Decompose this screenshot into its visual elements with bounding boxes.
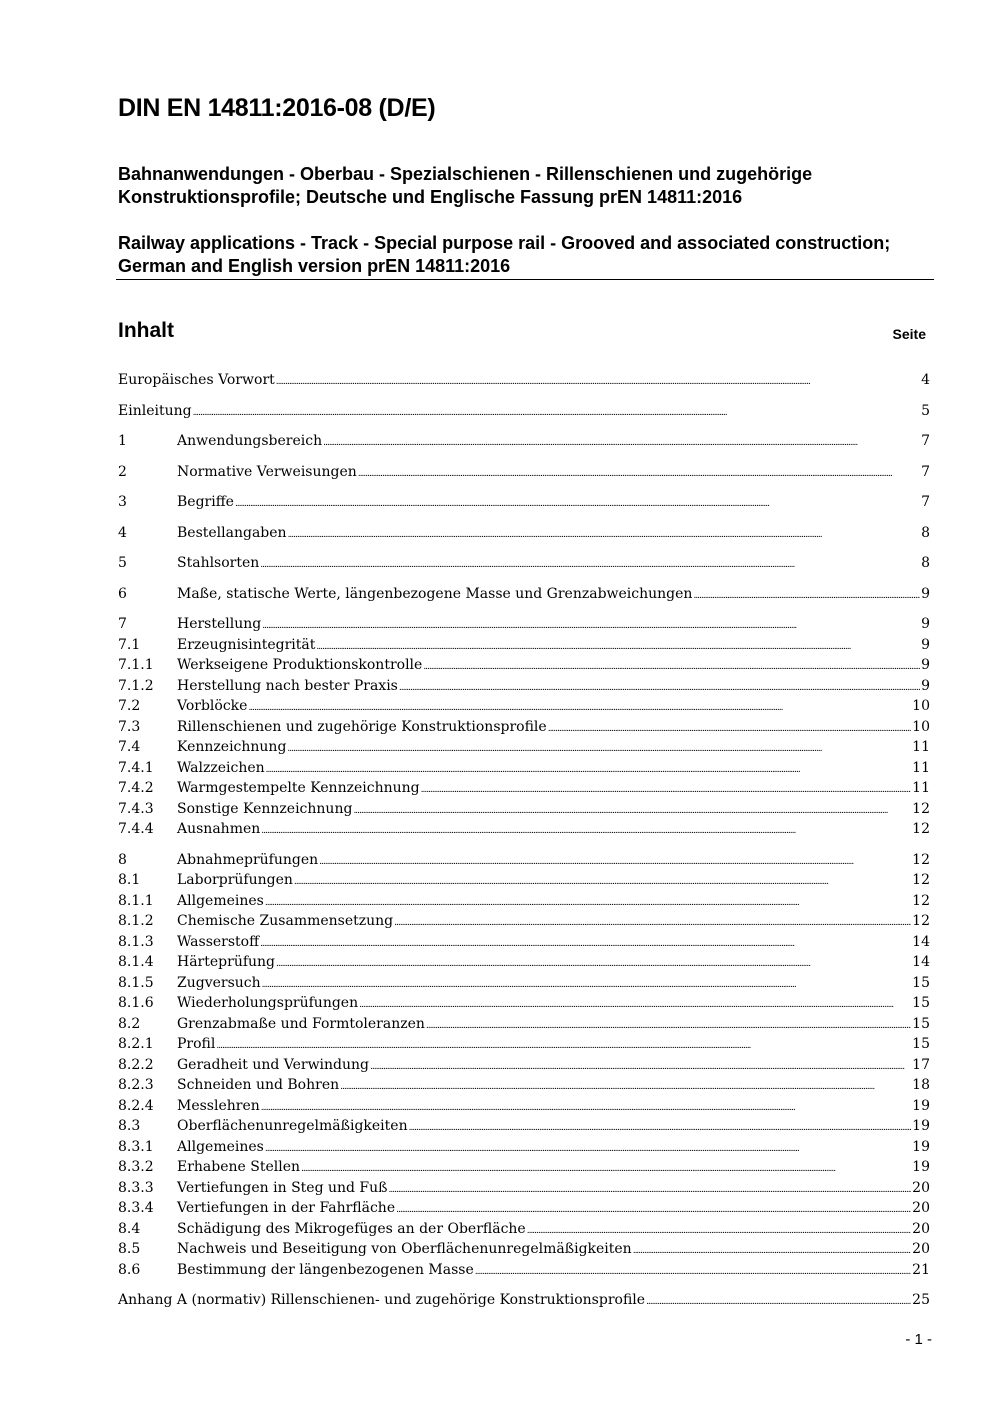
toc-entry[interactable] bbox=[118, 778, 930, 799]
toc-entry[interactable] bbox=[118, 401, 930, 422]
toc-entry-number: 8.6 bbox=[118, 1261, 141, 1278]
toc-entry-number: 8.5 bbox=[118, 1241, 141, 1257]
toc-entry[interactable] bbox=[118, 492, 930, 513]
toc-entry-title: Geradheit und Verwindung bbox=[177, 1056, 370, 1073]
toc-entry[interactable] bbox=[118, 819, 930, 840]
toc-entry-number: 8.3.4 bbox=[118, 1200, 154, 1216]
toc-entry-page: 9 bbox=[921, 677, 930, 694]
toc-dot-leader bbox=[261, 827, 911, 836]
toc-entry[interactable] bbox=[118, 891, 930, 912]
title-divider bbox=[116, 279, 934, 280]
toc-entry-page: 12 bbox=[912, 872, 930, 888]
toc-entry-title: Allgemeines bbox=[177, 892, 264, 909]
toc-entry[interactable] bbox=[118, 1239, 930, 1260]
toc-entry-number: 7.1 bbox=[118, 636, 141, 653]
toc-entry-title: Bestellangaben bbox=[177, 524, 287, 541]
toc-entry-title: Erzeugnisintegrität bbox=[177, 636, 316, 653]
page-number: - 1 - bbox=[905, 1331, 932, 1348]
toc-entry[interactable] bbox=[118, 1290, 930, 1311]
toc-entry[interactable] bbox=[118, 462, 930, 483]
toc-entry-title: Chemische Zusammensetzung bbox=[177, 913, 394, 929]
toc-entry-page: 8 bbox=[921, 555, 930, 571]
toc-dot-leader bbox=[358, 470, 920, 479]
toc-entry-title: Einleitung bbox=[118, 402, 192, 419]
toc-entry-number: 5 bbox=[118, 555, 127, 571]
toc-dot-leader bbox=[693, 592, 920, 601]
toc-entry-title: Normative Verweisungen bbox=[177, 463, 357, 480]
toc-entry[interactable] bbox=[118, 993, 930, 1014]
subtitle-english: Railway applications - Track - Special purpose rail - Grooved and associated construction; German and English version prEN 14811:2016 bbox=[118, 233, 891, 276]
toc-entry-page: 21 bbox=[912, 1261, 930, 1278]
toc-entry-number: 7.3 bbox=[118, 718, 141, 735]
toc-entry-page: 11 bbox=[912, 759, 930, 776]
toc-entry[interactable] bbox=[118, 737, 930, 758]
toc-entry[interactable] bbox=[118, 1096, 930, 1117]
toc-entry[interactable] bbox=[118, 584, 930, 605]
toc-entry[interactable] bbox=[118, 758, 930, 779]
toc-entry-page: 25 bbox=[912, 1292, 930, 1308]
toc-entry-page: 15 bbox=[912, 1015, 930, 1032]
toc-dot-leader bbox=[399, 684, 920, 693]
toc-entry-page: 19 bbox=[912, 1097, 930, 1114]
toc-entry-title: Sonstige Kennzeichnung bbox=[177, 800, 353, 817]
toc-entry-number: 7.4.2 bbox=[118, 780, 154, 796]
toc-dot-leader bbox=[396, 1206, 911, 1215]
toc-entry-number: 8.1.2 bbox=[118, 913, 154, 929]
toc-dot-leader bbox=[266, 766, 912, 775]
toc-entry-page: 15 bbox=[912, 995, 930, 1011]
toc-entry[interactable] bbox=[118, 952, 930, 973]
toc-entry-number: 8.3.3 bbox=[118, 1179, 154, 1196]
toc-entry[interactable] bbox=[118, 973, 930, 994]
toc-entry-number: 8.2 bbox=[118, 1015, 141, 1032]
toc-entry-title: Begriffe bbox=[177, 494, 234, 510]
toc-entry-number: 8.1.3 bbox=[118, 933, 154, 950]
toc-entry-number: 8 bbox=[118, 851, 127, 868]
toc-entry-page: 19 bbox=[912, 1138, 930, 1155]
toc-entry-number: 3 bbox=[118, 494, 127, 510]
toc-dot-leader bbox=[287, 745, 911, 754]
toc-entry-number: 8.1 bbox=[118, 872, 141, 888]
toc-entry[interactable] bbox=[118, 1198, 930, 1219]
toc-entry-page: 12 bbox=[912, 913, 930, 929]
toc-dot-leader bbox=[426, 1022, 911, 1031]
toc-entry-page: 7 bbox=[921, 433, 930, 449]
toc-entry[interactable] bbox=[118, 1178, 930, 1199]
toc-entry-title: Werkseigene Produktionskontrolle bbox=[177, 657, 423, 673]
toc-dot-leader bbox=[548, 725, 911, 734]
toc-entry[interactable] bbox=[118, 1116, 930, 1137]
toc-entry-title: Oberflächenunregelmäßigkeiten bbox=[177, 1118, 408, 1134]
toc-entry-title: Messlehren bbox=[177, 1097, 260, 1114]
toc-entry-page: 19 bbox=[912, 1118, 930, 1134]
toc-entry-page: 9 bbox=[921, 657, 930, 673]
toc-entry-page: 4 bbox=[921, 372, 930, 388]
toc-entry[interactable] bbox=[118, 431, 930, 452]
toc-entry-number: 4 bbox=[118, 524, 127, 541]
toc-entry-number: 8.1.4 bbox=[118, 954, 154, 970]
toc-entry-title: Vertiefungen in Steg und Fuß bbox=[177, 1179, 388, 1196]
toc-entry-number: 8.2.2 bbox=[118, 1056, 154, 1073]
toc-entry-title: Rillenschienen und zugehörige Konstruktionsprofile bbox=[177, 718, 547, 735]
toc-entry[interactable] bbox=[118, 1157, 930, 1178]
toc-entry-number: 7 bbox=[118, 616, 127, 632]
toc-entry-page: 20 bbox=[912, 1220, 930, 1237]
toc-dot-leader bbox=[409, 1124, 912, 1133]
toc-entry-number: 8.2.3 bbox=[118, 1077, 154, 1093]
document-title: DIN EN 14811:2016-08 (D/E) bbox=[118, 94, 436, 122]
toc-dot-leader bbox=[294, 878, 911, 887]
toc-entry-number: 8.3.1 bbox=[118, 1138, 154, 1155]
toc-dot-leader bbox=[262, 622, 920, 631]
toc-entry-page: 12 bbox=[912, 821, 930, 837]
toc-entry[interactable] bbox=[118, 655, 930, 676]
toc-entry-page: 7 bbox=[921, 494, 930, 510]
toc-entry[interactable] bbox=[118, 717, 930, 738]
toc-entry[interactable] bbox=[118, 696, 930, 717]
toc-entry-number: 8.2.4 bbox=[118, 1097, 154, 1114]
toc-dot-leader bbox=[319, 858, 911, 867]
toc-entry[interactable] bbox=[118, 370, 930, 391]
toc-entry-page: 10 bbox=[912, 718, 930, 735]
toc-dot-leader bbox=[260, 561, 920, 570]
toc-entry-title: Abnahmeprüfungen bbox=[177, 851, 319, 868]
toc-entry[interactable] bbox=[118, 614, 930, 635]
toc-entry-title: Europäisches Vorwort bbox=[118, 372, 275, 388]
toc-entry[interactable] bbox=[118, 850, 930, 871]
toc-dot-leader bbox=[527, 1227, 911, 1236]
toc-entry-page: 12 bbox=[912, 851, 930, 868]
toc-dot-leader bbox=[475, 1268, 911, 1277]
toc-entry[interactable] bbox=[118, 635, 930, 656]
toc-entry-title: Härteprüfung bbox=[177, 954, 276, 970]
toc-entry-number: 7.1.1 bbox=[118, 657, 154, 673]
toc-entry-page: 20 bbox=[912, 1241, 930, 1257]
toc-dot-leader bbox=[288, 531, 921, 540]
toc-dot-leader bbox=[261, 1104, 911, 1113]
toc-entry[interactable] bbox=[118, 676, 930, 697]
toc-entry-number: 7.4.4 bbox=[118, 821, 154, 837]
toc-entry-number: 1 bbox=[118, 433, 127, 449]
toc-entry-title: Wiederholungsprüfungen bbox=[177, 995, 359, 1011]
toc-entry-page: 20 bbox=[912, 1179, 930, 1196]
toc-entry-page: 19 bbox=[912, 1159, 930, 1175]
toc-entry[interactable] bbox=[118, 1034, 930, 1055]
toc-entry-page: 15 bbox=[912, 1036, 930, 1052]
toc-entry-page: 12 bbox=[912, 892, 930, 909]
toc-entry-title: Vorblöcke bbox=[177, 698, 248, 714]
toc-dot-leader bbox=[421, 786, 912, 795]
toc-entry[interactable] bbox=[118, 523, 930, 544]
toc-entry-page: 7 bbox=[921, 463, 930, 480]
toc-entry-title: Schädigung des Mikrogefüges an der Oberfläche bbox=[177, 1220, 526, 1237]
toc-dot-leader bbox=[265, 1145, 911, 1154]
table-of-contents bbox=[118, 370, 930, 1311]
toc-entry-number: 7.2 bbox=[118, 698, 141, 714]
toc-entry[interactable] bbox=[118, 911, 930, 932]
toc-entry-page: 5 bbox=[921, 402, 930, 419]
toc-entry-title: Ausnahmen bbox=[177, 821, 261, 837]
toc-page-column-label: Seite bbox=[892, 326, 926, 342]
toc-entry-title: Nachweis und Beseitigung von Oberflächenunregelmäßigkeiten bbox=[177, 1241, 632, 1257]
toc-entry-number: 7.4 bbox=[118, 739, 141, 755]
toc-entry[interactable] bbox=[118, 1260, 930, 1281]
toc-entry-number: 7.4.1 bbox=[118, 759, 154, 776]
toc-dot-leader bbox=[276, 960, 911, 969]
toc-entry-page: 10 bbox=[912, 698, 930, 714]
toc-entry-page: 11 bbox=[912, 739, 930, 755]
toc-entry[interactable] bbox=[118, 870, 930, 891]
toc-entry[interactable] bbox=[118, 1075, 930, 1096]
toc-entry-title: Walzzeichen bbox=[177, 759, 265, 776]
toc-dot-leader bbox=[262, 981, 912, 990]
toc-dot-leader bbox=[323, 439, 920, 448]
toc-entry-number: 8.1.1 bbox=[118, 892, 154, 909]
toc-dot-leader bbox=[423, 663, 920, 672]
toc-entry-page: 17 bbox=[912, 1056, 930, 1073]
toc-entry-title: Kennzeichnung bbox=[177, 739, 287, 755]
toc-entry-number: 8.3.2 bbox=[118, 1159, 154, 1175]
toc-entry-title: Allgemeines bbox=[177, 1138, 264, 1155]
toc-entry-title: Bestimmung der längenbezogenen Masse bbox=[177, 1261, 474, 1278]
toc-entry-number: 2 bbox=[118, 463, 127, 480]
toc-entry-page: 15 bbox=[912, 974, 930, 991]
toc-dot-leader bbox=[248, 704, 911, 713]
toc-dot-leader bbox=[260, 940, 911, 949]
toc-dot-leader bbox=[276, 378, 920, 387]
toc-dot-leader bbox=[359, 1001, 911, 1010]
toc-entry-title: Herstellung nach bester Praxis bbox=[177, 677, 398, 694]
toc-entry-page: 9 bbox=[921, 585, 930, 602]
subtitle-german: Bahnanwendungen - Oberbau - Spezialschienen - Rillenschienen und zugehörige Konstruktionsprofile; Deutsche und Englische Fassung prEN 14811:2016 bbox=[118, 164, 813, 207]
toc-entry-title: Schneiden und Bohren bbox=[177, 1077, 340, 1093]
toc-entry-number: 8.1.6 bbox=[118, 995, 154, 1011]
toc-entry[interactable] bbox=[118, 1014, 930, 1035]
toc-entry-title: Zugversuch bbox=[177, 974, 261, 991]
toc-dot-leader bbox=[235, 500, 920, 509]
toc-entry-page: 9 bbox=[921, 616, 930, 632]
toc-dot-leader bbox=[301, 1165, 911, 1174]
toc-entry-title: Anwendungsbereich bbox=[177, 433, 323, 449]
toc-dot-leader bbox=[370, 1063, 911, 1072]
toc-entry-title: Grenzabmaße und Formtoleranzen bbox=[177, 1015, 425, 1032]
toc-entry[interactable] bbox=[118, 799, 930, 820]
toc-dot-leader bbox=[389, 1186, 912, 1195]
toc-dot-leader bbox=[394, 919, 911, 928]
toc-dot-leader bbox=[353, 807, 911, 816]
toc-dot-leader bbox=[340, 1083, 911, 1092]
toc-entry-page: 12 bbox=[912, 800, 930, 817]
toc-entry-page: 18 bbox=[912, 1077, 930, 1093]
toc-entry[interactable] bbox=[118, 932, 930, 953]
toc-entry[interactable] bbox=[118, 1219, 930, 1240]
toc-dot-leader bbox=[216, 1042, 911, 1051]
toc-entry[interactable] bbox=[118, 1055, 930, 1076]
toc-entry-page: 14 bbox=[912, 954, 930, 970]
toc-dot-leader bbox=[646, 1298, 911, 1307]
toc-heading: Inhalt bbox=[118, 319, 174, 342]
toc-entry-title: Anhang A (normativ) Rillenschienen- und zugehörige Konstruktionsprofile bbox=[118, 1292, 646, 1308]
toc-entry-number: 8.3 bbox=[118, 1118, 141, 1134]
toc-entry-number: 7.1.2 bbox=[118, 677, 154, 694]
toc-entry-page: 8 bbox=[921, 524, 930, 541]
toc-dot-leader bbox=[193, 409, 921, 418]
toc-entry-title: Herstellung bbox=[177, 616, 262, 632]
toc-entry-number: 6 bbox=[118, 585, 127, 602]
toc-entry-number: 8.4 bbox=[118, 1220, 141, 1237]
toc-entry-page: 11 bbox=[912, 780, 930, 796]
toc-dot-leader bbox=[316, 643, 920, 652]
toc-entry-title: Vertiefungen in der Fahrfläche bbox=[177, 1200, 396, 1216]
toc-entry-title: Warmgestempelte Kennzeichnung bbox=[177, 780, 420, 796]
toc-entry-title: Stahlsorten bbox=[177, 555, 260, 571]
toc-entry-title: Laborprüfungen bbox=[177, 872, 293, 888]
toc-entry-number: 7.4.3 bbox=[118, 800, 154, 817]
toc-dot-leader bbox=[265, 899, 911, 908]
toc-entry-number: 8.1.5 bbox=[118, 974, 154, 991]
toc-entry[interactable] bbox=[118, 553, 930, 574]
toc-entry-title: Profil bbox=[177, 1036, 216, 1052]
toc-entry-title: Maße, statische Werte, längenbezogene Masse und Grenzabweichungen bbox=[177, 585, 693, 602]
toc-dot-leader bbox=[633, 1247, 911, 1256]
toc-entry[interactable] bbox=[118, 1137, 930, 1158]
toc-entry-title: Erhabene Stellen bbox=[177, 1159, 301, 1175]
toc-entry-page: 20 bbox=[912, 1200, 930, 1216]
toc-entry-page: 9 bbox=[921, 636, 930, 653]
toc-entry-number: 8.2.1 bbox=[118, 1036, 154, 1052]
toc-entry-title: Wasserstoff bbox=[177, 933, 260, 950]
toc-entry-page: 14 bbox=[912, 933, 930, 950]
